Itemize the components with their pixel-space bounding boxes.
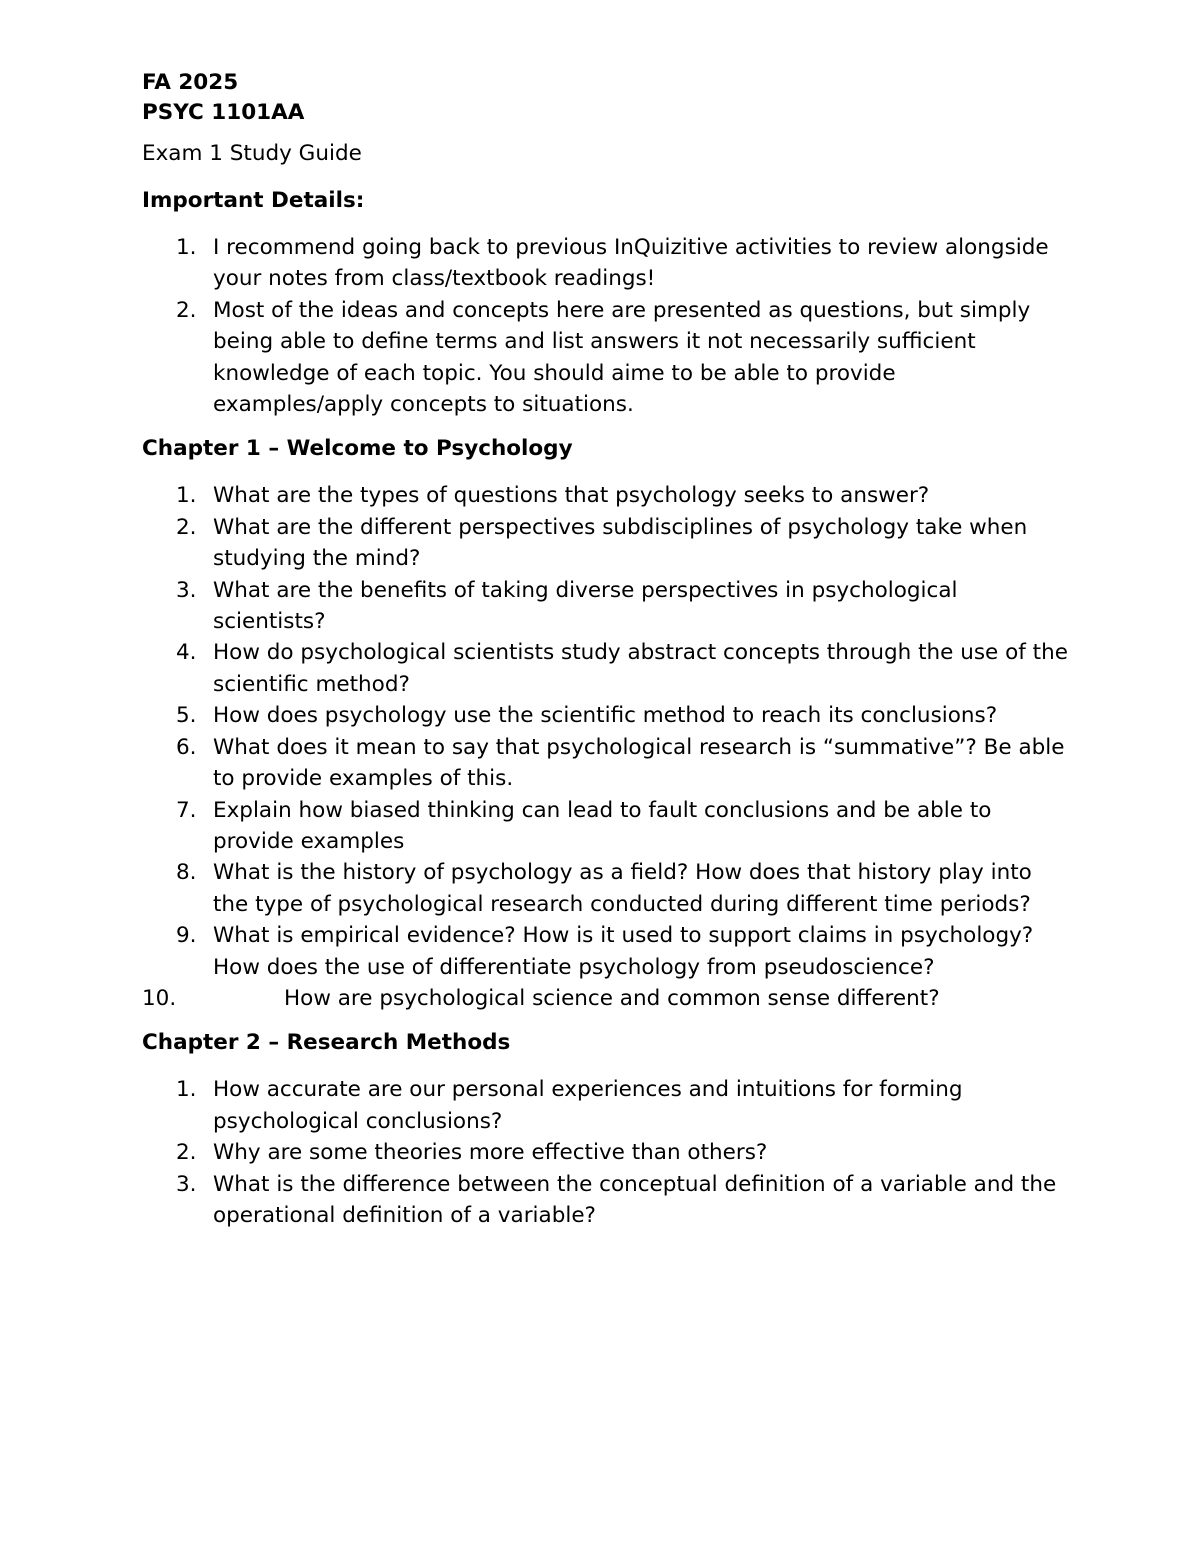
chapter1-list (142, 480, 1072, 1014)
item-number: 6. (176, 734, 197, 760)
item-number: 1. (176, 235, 197, 260)
list-item (142, 700, 1072, 731)
item-text: How does psychology use the scientific method to reach its conclusions? (213, 703, 998, 729)
document-header (142, 68, 1072, 169)
list-item (142, 920, 1072, 983)
important-details-list (142, 232, 1072, 420)
item-number: 3. (176, 577, 197, 603)
item-text: Explain how biased thinking can lead to fault conclusions and be able to provide examples (213, 797, 992, 854)
item-text: How do psychological scientists study abstract concepts through the use of the scientific method? (213, 640, 1068, 697)
course-code: PSYC 1101AA (142, 100, 305, 125)
item-text: What are the different perspectives subdisciplines of psychology take when studying the mind? (213, 514, 1028, 572)
item-text: I recommend going back to previous InQuizitive activities to review alongside your notes from class/textbook readings! (213, 235, 1049, 292)
list-item (142, 1137, 1072, 1168)
item-text: What are the benefits of taking diverse perspectives in psychological scientists? (213, 577, 958, 635)
list-item (142, 512, 1072, 575)
list-item (142, 232, 1072, 295)
list-item (142, 575, 1072, 638)
item-text: What is empirical evidence? How is it used to support claims in psychology? How does the use of differentiate psychology from pseudoscience? (213, 923, 1034, 980)
document-page (142, 68, 1072, 1231)
item-number: 9. (176, 923, 197, 949)
item-number: 1. (176, 1077, 197, 1103)
list-item (142, 857, 1072, 920)
item-number: 7. (176, 797, 197, 823)
item-number: 1. (176, 483, 197, 509)
chapter2-heading: Chapter 2 – Research Methods (142, 1030, 511, 1056)
list-item (142, 295, 1072, 421)
list-item (142, 1169, 1072, 1232)
item-text: What does it mean to say that psychological research is “summative”? Be able to provide examples of this. (213, 734, 1065, 792)
item-number: 2. (176, 297, 197, 323)
item-text: How are psychological science and common sense different? (284, 985, 940, 1011)
item-number: 5. (176, 703, 197, 729)
item-number: 8. (176, 860, 197, 886)
list-item (142, 480, 1072, 511)
list-item (142, 795, 1072, 858)
item-text: Why are some theories more effective than others? (213, 1140, 768, 1166)
important-details-heading: Important Details: (142, 188, 365, 213)
list-item (142, 732, 1072, 795)
item-number: 4. (176, 640, 197, 666)
chapter2-list (142, 1074, 1072, 1231)
document-title: Exam 1 Study Guide (142, 141, 362, 166)
item-text: What are the types of questions that psychology seeks to answer? (213, 483, 930, 509)
list-item (142, 637, 1072, 700)
list-item (142, 1074, 1072, 1137)
item-number: 2. (176, 514, 197, 540)
item-text: What is the history of psychology as a field? How does that history play into the type of psychological research conducted during different time periods? (213, 860, 1032, 917)
list-item (142, 983, 1072, 1014)
item-text: Most of the ideas and concepts here are presented as questions, but simply being able to define terms and list answers it not necessarily sufficient knowledge of each topic. You should aime to be able to provide examples/apply concepts to situations. (213, 297, 1031, 418)
term-label: FA 2025 (142, 70, 239, 95)
item-number: 10. (142, 985, 177, 1011)
item-number: 3. (176, 1171, 197, 1197)
item-text: What is the difference between the conceptual definition of a variable and the operational definition of a variable? (213, 1171, 1057, 1228)
item-text: How accurate are our personal experiences and intuitions for forming psychological conclusions? (213, 1077, 963, 1134)
item-number: 2. (176, 1140, 197, 1166)
chapter1-heading: Chapter 1 – Welcome to Psychology (142, 436, 573, 462)
